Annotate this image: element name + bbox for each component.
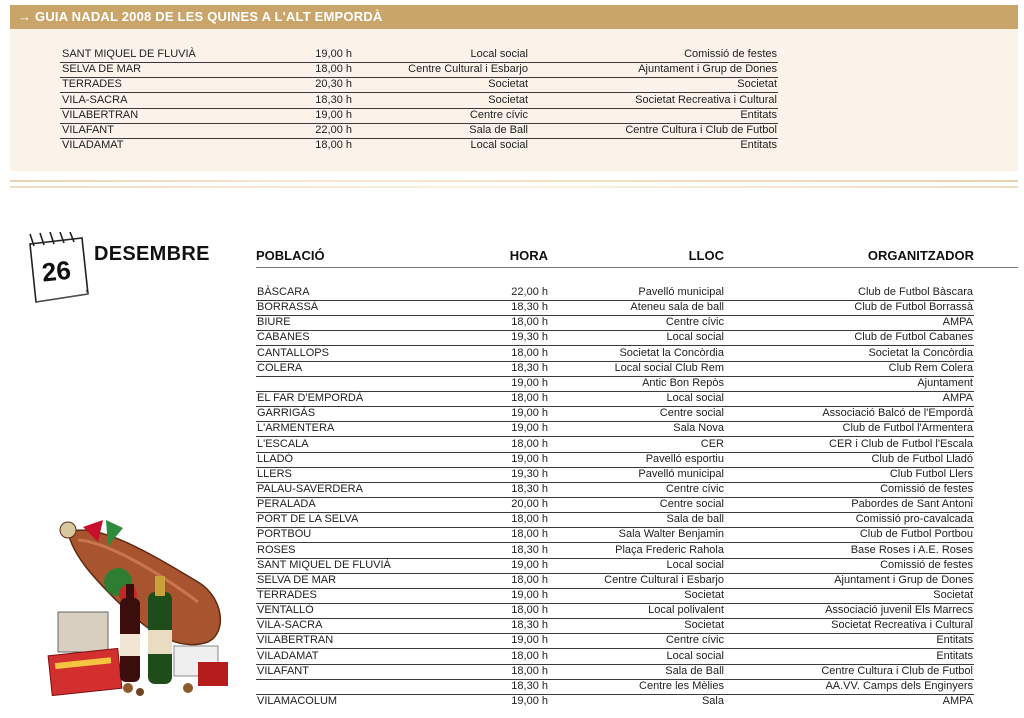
cell-hora: 18,30 h xyxy=(511,543,548,556)
hamper-illustration xyxy=(28,512,238,702)
table-row xyxy=(256,543,974,559)
cell-lloc: Sala de Ball xyxy=(665,664,724,677)
cell-lloc: Local polivalent xyxy=(648,604,724,617)
cell-poblacio: EL FAR D'EMPORDÀ xyxy=(257,392,364,405)
table-row xyxy=(256,437,974,453)
cell-lloc: Centre social xyxy=(659,498,724,511)
cell-organitzador: Societat xyxy=(737,78,777,91)
cell-organitzador: Ajuntament i Grup de Dones xyxy=(834,573,973,586)
cell-organitzador: Club de Futbol Cabanes xyxy=(854,331,973,344)
cell-lloc: Ateneu sala de ball xyxy=(630,301,724,314)
cell-poblacio: COLERA xyxy=(257,361,303,374)
column-headers xyxy=(256,248,974,266)
cell-lloc: Local social xyxy=(666,392,724,405)
table-row xyxy=(60,62,778,78)
cell-poblacio: L'ARMENTERA xyxy=(257,422,335,435)
table-row xyxy=(256,391,974,407)
cell-organitzador: Comissió de festes xyxy=(880,558,973,571)
cell-organitzador: Societat xyxy=(933,589,973,601)
cell-lloc: Antic Bon Repòs xyxy=(642,376,724,389)
cell-organitzador: Club de Futbol l'Armentera xyxy=(842,422,973,435)
cell-hora: 19,00 h xyxy=(511,558,548,571)
cell-poblacio: PERALADA xyxy=(257,498,316,511)
table-row xyxy=(256,694,974,709)
header-rule xyxy=(256,267,1018,268)
table-row xyxy=(256,558,974,574)
divider xyxy=(10,186,1018,188)
cell-poblacio: CANTALLOPS xyxy=(257,346,329,359)
cell-lloc: Pavelló municipal xyxy=(638,286,724,298)
cell-lloc: Local social xyxy=(470,48,528,60)
cell-hora: 18,00 h xyxy=(511,513,548,526)
cell-lloc: Societat xyxy=(488,78,528,91)
cell-hora: 20,00 h xyxy=(511,498,548,511)
cell-hora: 18,00 h xyxy=(511,528,548,541)
cell-hora: 19,00 h xyxy=(315,48,352,60)
cell-lloc: Sala xyxy=(701,695,724,708)
cell-hora: 22,00 h xyxy=(315,124,352,136)
cell-organitzador: Societat Recreativa i Cultural xyxy=(831,619,973,632)
cell-lloc: Centre social xyxy=(659,407,724,420)
cell-organitzador: AMPA xyxy=(942,392,973,405)
cell-poblacio: LLERS xyxy=(257,467,292,480)
guide-header xyxy=(10,5,1018,29)
divider xyxy=(10,180,1018,182)
cell-lloc: Pavelló esportiu xyxy=(645,452,724,465)
table-row xyxy=(256,603,974,619)
cell-poblacio: BÀSCARA xyxy=(257,286,310,298)
cell-hora: 18,00 h xyxy=(511,649,548,662)
calendar-icon xyxy=(22,232,92,304)
cell-organitzador: Ajuntament i Grup de Dones xyxy=(638,63,777,76)
cell-poblacio: CABANES xyxy=(257,331,310,344)
header-lloc: LLOC xyxy=(688,248,724,263)
cell-lloc: Centre cívic xyxy=(665,634,724,647)
cell-hora: 18,00 h xyxy=(511,437,548,450)
cell-poblacio: VILADAMAT xyxy=(257,649,319,662)
cell-lloc: Societat la Concòrdia xyxy=(619,346,724,359)
table-row xyxy=(256,452,974,468)
table-row xyxy=(256,633,974,649)
cell-organitzador: Club de Futbol Bàscara xyxy=(858,286,973,298)
cell-organitzador: Comissió de festes xyxy=(880,482,973,495)
cell-poblacio: SANT MIQUEL DE FLUVIÀ xyxy=(62,48,196,60)
cell-lloc: Sala de ball xyxy=(666,513,724,526)
cell-poblacio: VILADAMAT xyxy=(62,139,124,152)
cell-hora: 19,00 h xyxy=(315,108,352,121)
table-row xyxy=(60,123,778,139)
cell-organitzador: Entitats xyxy=(740,108,777,121)
cell-hora: 18,00 h xyxy=(315,139,352,152)
cell-organitzador: Club Rem Colera xyxy=(888,361,973,374)
cell-poblacio: VILAMACOLUM xyxy=(257,695,338,708)
cell-hora: 22,00 h xyxy=(511,286,548,298)
month-title: DESEMBRE xyxy=(94,243,210,265)
table-row xyxy=(256,664,974,680)
cell-hora: 18,30 h xyxy=(315,93,352,106)
cell-organitzador: Associació Balcó de l'Empordà xyxy=(822,407,973,420)
cell-lloc: Local social xyxy=(666,331,724,344)
header-poblacio: POBLACIÓ xyxy=(256,248,325,263)
table-row xyxy=(256,497,974,513)
cell-hora: 18,00 h xyxy=(511,392,548,405)
cell-hora: 18,30 h xyxy=(511,619,548,632)
cell-poblacio: TERRADES xyxy=(62,78,122,91)
cell-hora: 19,00 h xyxy=(511,589,548,601)
cell-hora: 19,00 h xyxy=(511,376,548,389)
cell-hora: 19,30 h xyxy=(511,331,548,344)
guide-title: → GUIA NADAL 2008 DE LES QUINES A L'ALT EMPORDÀ xyxy=(18,9,383,24)
cell-organitzador: Entitats xyxy=(740,139,777,152)
cell-lloc: Centre cívic xyxy=(469,108,528,121)
table-row xyxy=(256,346,974,362)
table-row xyxy=(60,138,778,153)
cell-poblacio: BIURE xyxy=(257,316,291,329)
cell-hora: 18,30 h xyxy=(511,301,548,314)
cell-poblacio: VILABERTRAN xyxy=(62,108,139,121)
table-row xyxy=(256,679,974,695)
cell-hora: 18,30 h xyxy=(511,482,548,495)
table-row xyxy=(256,361,974,377)
table-row xyxy=(256,406,974,422)
cell-hora: 18,00 h xyxy=(511,604,548,617)
cell-poblacio: ROSES xyxy=(257,543,296,556)
table-row xyxy=(256,467,974,483)
cell-organitzador: Centre Cultura i Club de Futbol xyxy=(625,124,777,136)
table-row xyxy=(256,573,974,589)
cell-hora: 18,00 h xyxy=(511,664,548,677)
cell-organitzador: Comissió pro-cavalcada xyxy=(855,513,973,526)
cell-poblacio: VILA-SACRA xyxy=(62,93,128,106)
cell-lloc: Sala Walter Benjamin xyxy=(618,528,724,541)
cell-poblacio: GARRIGÀS xyxy=(257,407,316,420)
cell-hora: 20,30 h xyxy=(315,78,352,91)
cell-poblacio: PORTBOU xyxy=(257,528,312,541)
cell-organitzador: Club Futbol Llers xyxy=(889,467,973,480)
cell-organitzador: Base Roses i A.E. Roses xyxy=(850,543,973,556)
cell-lloc: Centre cívic xyxy=(665,482,724,495)
table-row xyxy=(256,300,974,316)
cell-organitzador: AA.VV. Camps dels Enginyers xyxy=(825,679,973,692)
cell-hora: 19,30 h xyxy=(511,467,548,480)
cell-hora: 19,00 h xyxy=(511,695,548,708)
table-row xyxy=(256,376,974,392)
table-row xyxy=(256,421,974,437)
cell-hora: 18,00 h xyxy=(315,63,352,76)
cell-hora: 18,30 h xyxy=(511,679,548,692)
cell-hora: 18,30 h xyxy=(511,361,548,374)
cell-poblacio: VILABERTRAN xyxy=(257,634,334,647)
cell-organitzador: Club de Futbol Portbou xyxy=(859,528,973,541)
cell-poblacio: L'ESCALA xyxy=(257,437,309,450)
cell-organitzador: Club de Futbol Borrassà xyxy=(854,301,973,314)
cell-hora: 18,00 h xyxy=(511,316,548,329)
cell-lloc: CER xyxy=(700,437,724,450)
cell-lloc: Societat xyxy=(488,93,528,106)
cell-lloc: Local social Club Rem xyxy=(614,361,724,374)
cell-poblacio: VILAFANT xyxy=(62,124,114,136)
cell-organitzador: Ajuntament xyxy=(917,376,973,389)
cell-lloc: Centre les Mèlies xyxy=(639,679,724,692)
cell-poblacio: SELVA DE MAR xyxy=(257,573,337,586)
cell-lloc: Centre cívic xyxy=(665,316,724,329)
cell-lloc: Local social xyxy=(666,649,724,662)
header-hora: HORA xyxy=(509,248,548,263)
cell-lloc: Sala de Ball xyxy=(469,124,528,136)
cell-lloc: Sala Nova xyxy=(673,422,724,435)
table-row xyxy=(60,108,778,124)
table-row xyxy=(256,285,974,301)
table-row xyxy=(256,315,974,331)
table-row xyxy=(256,527,974,543)
cell-poblacio: LLADÓ xyxy=(257,452,294,465)
cell-organitzador: Entitats xyxy=(936,634,973,647)
cell-poblacio: SANT MIQUEL DE FLUVIÀ xyxy=(257,558,391,571)
cell-hora: 18,00 h xyxy=(511,346,548,359)
cell-organitzador: Centre Cultura i Club de Futbol xyxy=(821,664,973,677)
cell-poblacio: PALAU-SAVERDERA xyxy=(257,482,363,495)
cell-lloc: Societat xyxy=(684,589,724,601)
cell-poblacio: VENTALLÓ xyxy=(257,604,314,617)
header-organitzador: ORGANITZADOR xyxy=(867,248,974,263)
cell-hora: 18,00 h xyxy=(511,573,548,586)
cell-organitzador: Comissió de festes xyxy=(684,48,777,60)
cell-lloc: Local social xyxy=(666,558,724,571)
table-row xyxy=(256,649,974,665)
cell-hora: 19,00 h xyxy=(511,452,548,465)
cell-organitzador: Club de Futbol Lladó xyxy=(871,452,973,465)
cell-hora: 19,00 h xyxy=(511,407,548,420)
cell-poblacio: PORT DE LA SELVA xyxy=(257,513,359,526)
cell-organitzador: Pabordes de Sant Antoni xyxy=(851,498,973,511)
cell-organitzador: AMPA xyxy=(942,316,973,329)
table-row xyxy=(60,47,778,63)
cell-lloc: Centre Cultural i Esbarjo xyxy=(408,63,528,76)
cell-poblacio: VILA-SACRA xyxy=(257,619,323,632)
table-row xyxy=(256,512,974,528)
cell-organitzador: AMPA xyxy=(942,695,973,708)
table-row xyxy=(256,588,974,604)
cell-lloc: Centre Cultural i Esbarjo xyxy=(604,573,724,586)
cell-organitzador: Societat la Concòrdia xyxy=(868,346,973,359)
table-row xyxy=(256,330,974,346)
cell-hora: 19,00 h xyxy=(511,422,548,435)
cell-poblacio: VILAFANT xyxy=(257,664,309,677)
day-number: 26 xyxy=(40,254,73,288)
cell-poblacio: BORRASSÀ xyxy=(257,301,319,314)
cell-lloc: Pavelló municipal xyxy=(638,467,724,480)
cell-lloc: Local social xyxy=(470,139,528,152)
cell-organitzador: Societat Recreativa i Cultural xyxy=(635,93,777,106)
cell-hora: 19,00 h xyxy=(511,634,548,647)
cell-organitzador: Associació juvenil Els Marrecs xyxy=(825,604,973,617)
table-row xyxy=(60,93,778,109)
cell-poblacio: SELVA DE MAR xyxy=(62,63,142,76)
cell-lloc: Plaça Frederic Rahola xyxy=(615,543,724,556)
cell-organitzador: CER i Club de Futbol l'Escala xyxy=(829,437,973,450)
cell-organitzador: Entitats xyxy=(936,649,973,662)
table-row xyxy=(256,482,974,498)
table-row xyxy=(256,618,974,634)
cell-poblacio: TERRADES xyxy=(257,589,317,601)
cell-lloc: Societat xyxy=(684,619,724,632)
table-row xyxy=(60,77,778,93)
